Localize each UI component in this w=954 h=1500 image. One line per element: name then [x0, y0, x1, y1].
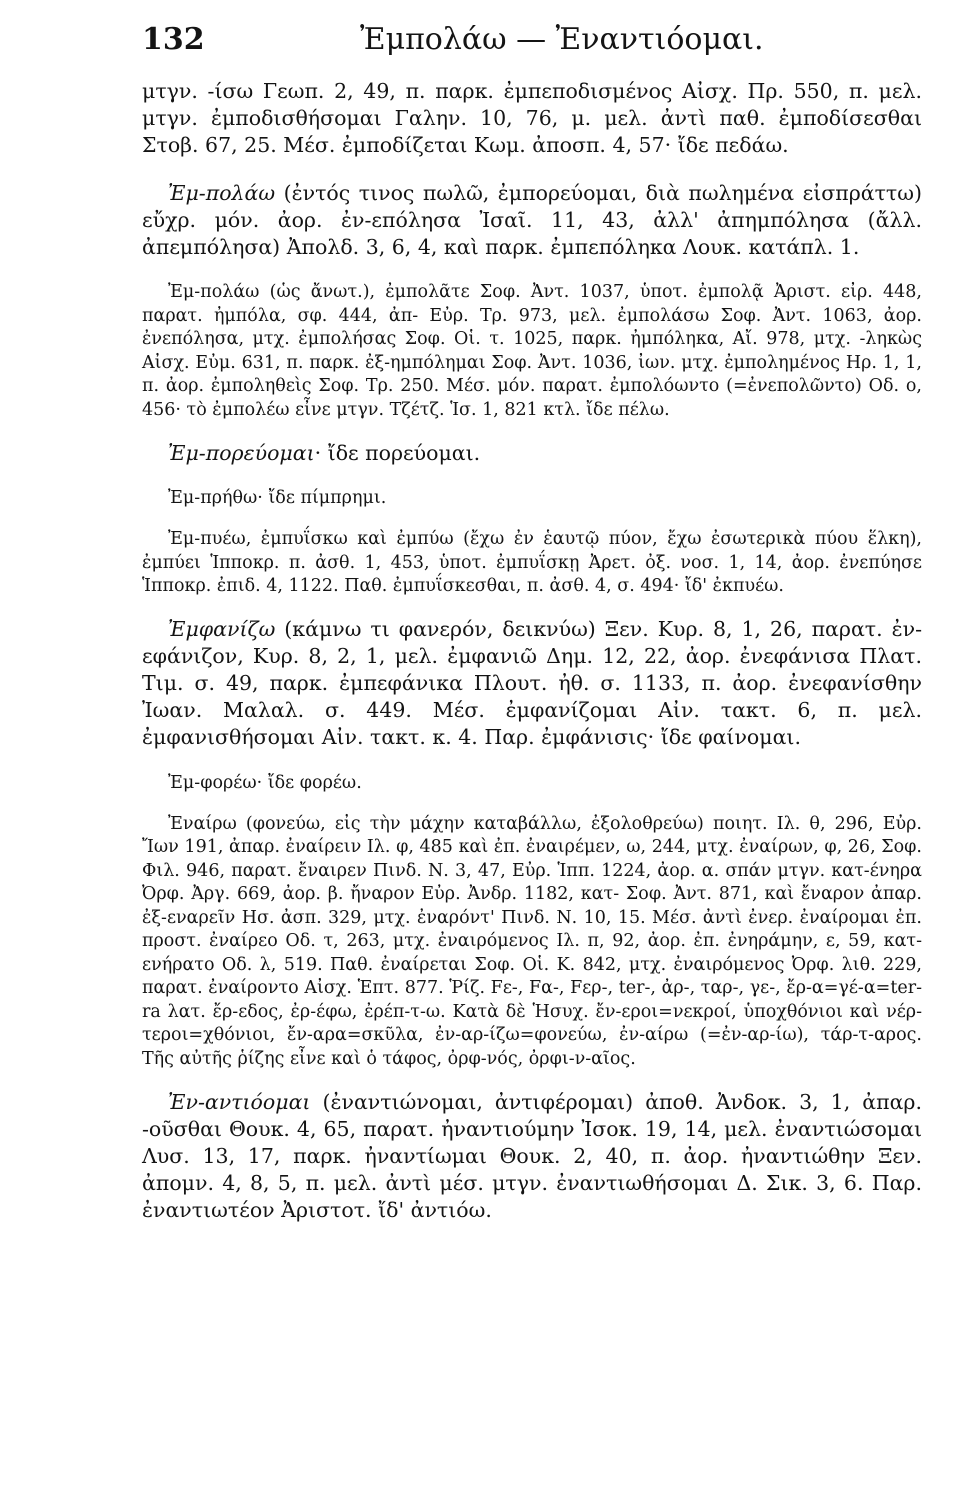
entry-text: Ἐμ-πολάω (ὡς ἄνωτ.), ἐμπολᾶτε Σοφ. Ἀντ. 1037, ὑποτ. ἐμπολᾷ Ἀριστ. εἰρ. 448, παρατ. ἠμπόλα, σφ. 444, ἀπ- Εὐρ. Τρ. 973, μελ. ἐμπολάσω Σοφ. Ἀντ. 1063, ἀορ. ἐνεπόλησα, μτχ. ἐμπολήσας Σοφ. Οἱ. τ. 1025, παρκ. ἠμπόληκα, Αἴ. 978, μτχ. -ληκὼς Αἰσχ. Εὐμ. 631, π. παρκ. ἐξ-ημπόλημαι Σοφ. Ἀντ. 1036, ἰων. μτχ. ἐμπολημένος Ηρ. 1, 1, π. ἀορ. ἐμποληθεὶς Σοφ. Τρ. 250. Μέσ. μόν. παρατ. ἐμπολόωντο (=ἐνεπολῶντο) Οδ. ο, 456· τὸ ἐμπολέω εἶνε μτγν. Τζέτζ. Ἱσ. 1, 821 κτλ. ἴδε πέλω. — [142, 282, 922, 420]
entry-text: (ἐντός τινος πωλῶ, ἐμπορεύομαι, διὰ πωλημένα εἰσπράττω) εὔχρ. μόν. ἀορ. ἐν-επόλησα Ἰσαῖ. 11, 43, ἀλλ' ἀπημπόλησα (ἄλλ. ἀπεμπόλησα) Ἀπολδ. 3, 6, 4, καὶ παρκ. ἐμπεπόληκα Λουκ. κατάπλ. 1. — [142, 180, 922, 259]
entry-text: Ἐμ-πρήθω· ἴδε πίμπρημι. — [168, 488, 387, 508]
entry-text: (κάμνω τι φανερόν, δεικνύω) Ξεν. Κυρ. 8, 1, 26, παρατ. ἐν-εφάνιζον, Κυρ. 8, 2, 1, μελ. ἐμφανιῶ Δημ. 12, 22, ἀορ. ἐνεφάνισα Πλατ. Τιμ. σ. 49, παρκ. ἐμπεφάνικα Πλουτ. ἠθ. σ. 1133, π. ἀορ. ἐνεφανίσθην Ἰωαν. Μαλαλ. σ. 449. Μέσ. ἐμφανίζομαι Αἰν. τακτ. 6, π. μελ. ἐμφανισθήσομαι Αἰν. τακτ. κ. 4. Παρ. ἐμφάνισις· ἴδε φαίνομαι. — [142, 617, 922, 749]
dictionary-entry — [142, 180, 922, 261]
dictionary-entry — [142, 281, 922, 422]
dictionary-entry — [142, 616, 922, 751]
entry-text: Ἐμ-φορέω· ἴδε φορέω. — [168, 772, 362, 793]
entry-text: (ἐναντιώνομαι, ἀντιφέρομαι) ἀποθ. Ἀνδοκ. 3, 1, ἀπαρ. -οῦσθαι Θουκ. 4, 65, παρατ. ἠναντιούμην Ἰσοκ. 19, 14, μελ. ἐναντιώσομαι Λυσ. 13, 17, παρκ. ἠναντίωμαι Θουκ. 2, 40, π. ἀορ. ἠναντιώθην Ξεν. ἀπομν. 4, 8, 5, π. μελ. ἀντὶ μέσ. μτγν. ἐναντιωθήσομαι Δ. Σικ. 3, 6. Παρ. ἐναντιωτέον Ἀριστοτ. ἴδ' ἀντιόω. — [142, 1089, 922, 1222]
dictionary-entry — [142, 813, 922, 1072]
dictionary-entry — [142, 772, 922, 796]
entry-lemma: Ἐμ-πορεύομαι — [168, 440, 315, 465]
entry-lemma: Ἐμ-πολάω — [168, 180, 276, 205]
entry-text: · ἴδε πορεύομαι. — [314, 440, 481, 465]
entry-text: μτγν. -ίσω Γεωπ. 2, 49, π. παρκ. ἐμπεποδισμένος Αἰσχ. Πρ. 550, π. μελ. μτγν. ἐμποδισθήσομαι Γαλην. 10, 76, μ. μελ. ἀντὶ παθ. ἐμποδίσεσθαι Στοβ. 67, 25. Μέσ. ἐμποδίζεται Κωμ. ἀποσπ. 4, 57· ἴδε πεδάω. — [142, 79, 922, 157]
entries-column — [142, 78, 922, 1244]
dictionary-entry — [142, 78, 922, 159]
page-header — [0, 0, 954, 80]
page-number: 132 — [142, 22, 205, 57]
running-title: Ἐμπολάω — Ἐναντιόομαι. — [360, 22, 764, 57]
entry-lemma: Ἐμφανίζω — [168, 617, 276, 641]
dictionary-entry — [142, 487, 922, 511]
entry-text: Ἐναίρω (φονεύω, εἰς τὴν μάχην καταβάλλω, ἐξολοθρεύω) ποιητ. Ιλ. θ, 296, Εὐρ. Ἴων 191, ἀπαρ. ἐναίρειν Ιλ. φ, 485 καὶ ἐπ. ἐναιρέμεν, ω, 244, μτχ. ἐναίρων, φ, 26, Σοφ. Φιλ. 946, παρατ. ἔναιρεν Πινδ. Ν. 3, 47, Εὐρ. Ἱππ. 1224, ἀορ. α. σπάν μτγν. κατ-ένηρα Ὀρφ. Ἀργ. 669, ἀορ. β. ἤναρον Εὐρ. Ἀνδρ. 1182, κατ- Σοφ. Ἀντ. 871, καὶ ἔναρον ἀπαρ. ἐξ-εναρεῖν Ησ. ἀσπ. 329, μτχ. ἐναρόντ' Πινδ. Ν. 10, 15. Μέσ. ἀντὶ ἐνερ. ἐναίρομαι ἐπ. προστ. ἐναίρεο Οδ. τ, 263, μτχ. ἐναιρόμενος Ιλ. π, 92, ἀορ. ἐπ. ἐνηράμην, ε, 59, κατ-ενήρατο Οδ. λ, 519. Παθ. ἐναίρεται Σοφ. Οἱ. Κ. 842, μτχ. ἐναιρόμενος Ὀρφ. λιθ. 229, παρατ. ἐναίροντο Αἰσχ. Ἑπτ. 877. Ῥίζ. Fε-, Fα-, Fερ-, ter-, ἀρ-, ταρ-, γε-, ἔρ-α=γέ-α=ter-ra λατ. ἔρ-εδος, ἐρ-έφω, ἐρέπ-τ-ω. Κατὰ δὲ Ἡσυχ. ἔν-εροι=νεκροί, ὑποχθόνιοι καὶ νέρ-τεροι=χθόνιοι, ἔν-αρα=σκῦλα, ἐν-αρ-ίζω=φονεύω, ἐν-αίρω (=ἐν-αρ-ίω), τάρ-τ-αρος. Τῆς αὐτῆς ῥίζης εἶνε καὶ ὁ τάφος, ὀρφ-νός, ὀρφι-ν-αῖος. — [142, 813, 922, 1069]
dictionary-entry — [142, 1089, 922, 1224]
dictionary-entry — [142, 440, 922, 467]
dictionary-entry — [142, 528, 922, 599]
entry-text: Ἐμ-πυέω, ἐμπυΐσκω καὶ ἐμπύω (ἔχω ἐν ἑαυτῷ πύον, ἔχω ἐσωτερικὰ πύου ἕλκη), ἐμπύει Ἱπποκρ. π. ἀσθ. 1, 453, ὑποτ. ἐμπυΐσκῃ Ἀρετ. ὀξ. νοσ. 1, 14, ἀορ. ἐνεπύησε Ἱπποκρ. ἐπιδ. 4, 1122. Παθ. ἐμπυΐσκεσθαι, π. ἀσθ. 4, σ. 494· ἴδ' ἐκπυέω. — [142, 529, 922, 596]
entry-lemma: Ἐν-αντιόομαι — [168, 1089, 311, 1114]
